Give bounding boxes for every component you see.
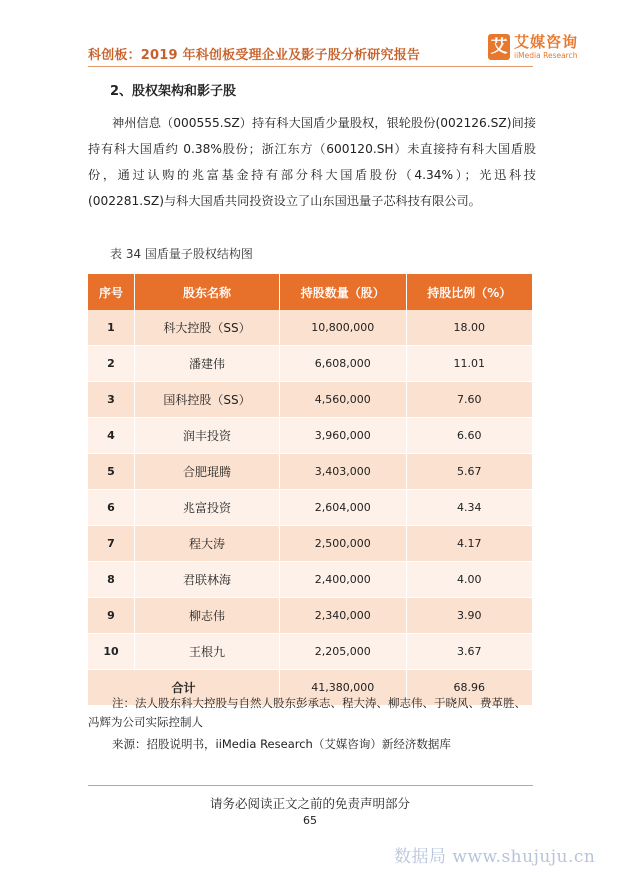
table-caption: 表 34 国盾量子股权结构图: [110, 247, 253, 261]
footer-divider: [88, 785, 533, 786]
footer-disclaimer: 请务必阅读正文之前的免责声明部分: [209, 796, 410, 811]
row-name: 合肥琨腾: [135, 454, 280, 490]
row-shares: 2,500,000: [280, 526, 407, 562]
row-shares: 2,604,000: [280, 490, 407, 526]
row-shares: 3,403,000: [280, 454, 407, 490]
table-note: [88, 694, 536, 732]
row-name: 润丰投资: [135, 418, 280, 454]
row-seq: 4: [88, 418, 135, 454]
row-seq: 1: [88, 310, 135, 346]
total-label: 合计: [88, 670, 280, 706]
row-ratio: 4.34: [406, 490, 532, 526]
header-share-ratio: 持股比例（%）: [406, 274, 532, 310]
row-ratio: 4.00: [406, 562, 532, 598]
row-seq: 7: [88, 526, 135, 562]
row-shares: 6,608,000: [280, 346, 407, 382]
logo-english-name: iiMedia Research: [514, 50, 578, 60]
table-row: [88, 562, 532, 598]
row-shares: 3,960,000: [280, 418, 407, 454]
row-seq: 6: [88, 490, 135, 526]
row-seq: 5: [88, 454, 135, 490]
table-row: [88, 598, 532, 634]
table-row: [88, 382, 532, 418]
row-name: 兆富投资: [135, 490, 280, 526]
table-row: [88, 526, 532, 562]
body-paragraph: [88, 110, 536, 214]
logo-text: [514, 32, 579, 60]
row-name: 国科控股（SS）: [135, 382, 280, 418]
report-header-title: 科创板：2019 年科创板受理企业及影子股分析研究报告: [88, 48, 421, 63]
table-header-row: [88, 274, 532, 310]
table-row: [88, 346, 532, 382]
table-row: [88, 418, 532, 454]
table-row: [88, 634, 532, 670]
row-seq: 10: [88, 634, 135, 670]
row-shares: 2,400,000: [280, 562, 407, 598]
table-row: [88, 454, 532, 490]
data-source: 来源：招股说明书，iiMedia Research（艾媒咨询）新经济数据库: [112, 737, 451, 751]
row-name: 君联林海: [135, 562, 280, 598]
total-shares: 41,380,000: [280, 670, 407, 706]
row-ratio: 5.67: [406, 454, 532, 490]
paragraph-text: 神州信息（000555.SZ）持有科大国盾少量股权，银轮股份(002126.SZ)间接持有科大国盾约 0.38%股份；浙江东方（600120.SH）未直接持有科大国盾股份，通过认购的兆富基金持有部分科大国盾股份（4.34%）；光迅科技(002281.SZ)与科大国盾共同投资设立了山东国迅量子芯科技有限公司。: [88, 116, 536, 208]
row-ratio: 18.00: [406, 310, 532, 346]
header-divider: [88, 66, 533, 67]
row-name: 潘建伟: [135, 346, 280, 382]
shareholding-table: [88, 274, 532, 706]
page-number: 65: [303, 814, 317, 827]
note-line-2: 冯辉为公司实际控制人: [88, 715, 203, 729]
row-ratio: 3.67: [406, 634, 532, 670]
row-shares: 10,800,000: [280, 310, 407, 346]
row-ratio: 11.01: [406, 346, 532, 382]
watermark: 数据局 www.shujuju.cn: [394, 847, 596, 867]
section-title: 2、股权架构和影子股: [110, 84, 237, 99]
row-ratio: 3.90: [406, 598, 532, 634]
row-name: 程大涛: [135, 526, 280, 562]
row-seq: 3: [88, 382, 135, 418]
header-shareholder-name: 股东名称: [135, 274, 280, 310]
table-row: [88, 310, 532, 346]
header-seq: 序号: [88, 274, 135, 310]
row-seq: 8: [88, 562, 135, 598]
row-name: 柳志伟: [135, 598, 280, 634]
row-name: 科大控股（SS）: [135, 310, 280, 346]
row-ratio: 6.60: [406, 418, 532, 454]
row-seq: 9: [88, 598, 135, 634]
logo-mark-icon: 艾: [488, 34, 510, 60]
row-shares: 2,205,000: [280, 634, 407, 670]
row-shares: 2,340,000: [280, 598, 407, 634]
total-ratio: 68.96: [406, 670, 532, 706]
logo-chinese-name: 艾媒咨询: [514, 32, 579, 51]
row-shares: 4,560,000: [280, 382, 407, 418]
row-ratio: 4.17: [406, 526, 532, 562]
row-seq: 2: [88, 346, 135, 382]
row-ratio: 7.60: [406, 382, 532, 418]
table-row: [88, 490, 532, 526]
row-name: 王根九: [135, 634, 280, 670]
iimedia-logo: [488, 34, 578, 60]
header-share-count: 持股数量（股）: [280, 274, 407, 310]
note-line-1: 注：法人股东科大控股与自然人股东彭承志、程大涛、柳志伟、于晓风、费革胜、: [112, 696, 526, 710]
